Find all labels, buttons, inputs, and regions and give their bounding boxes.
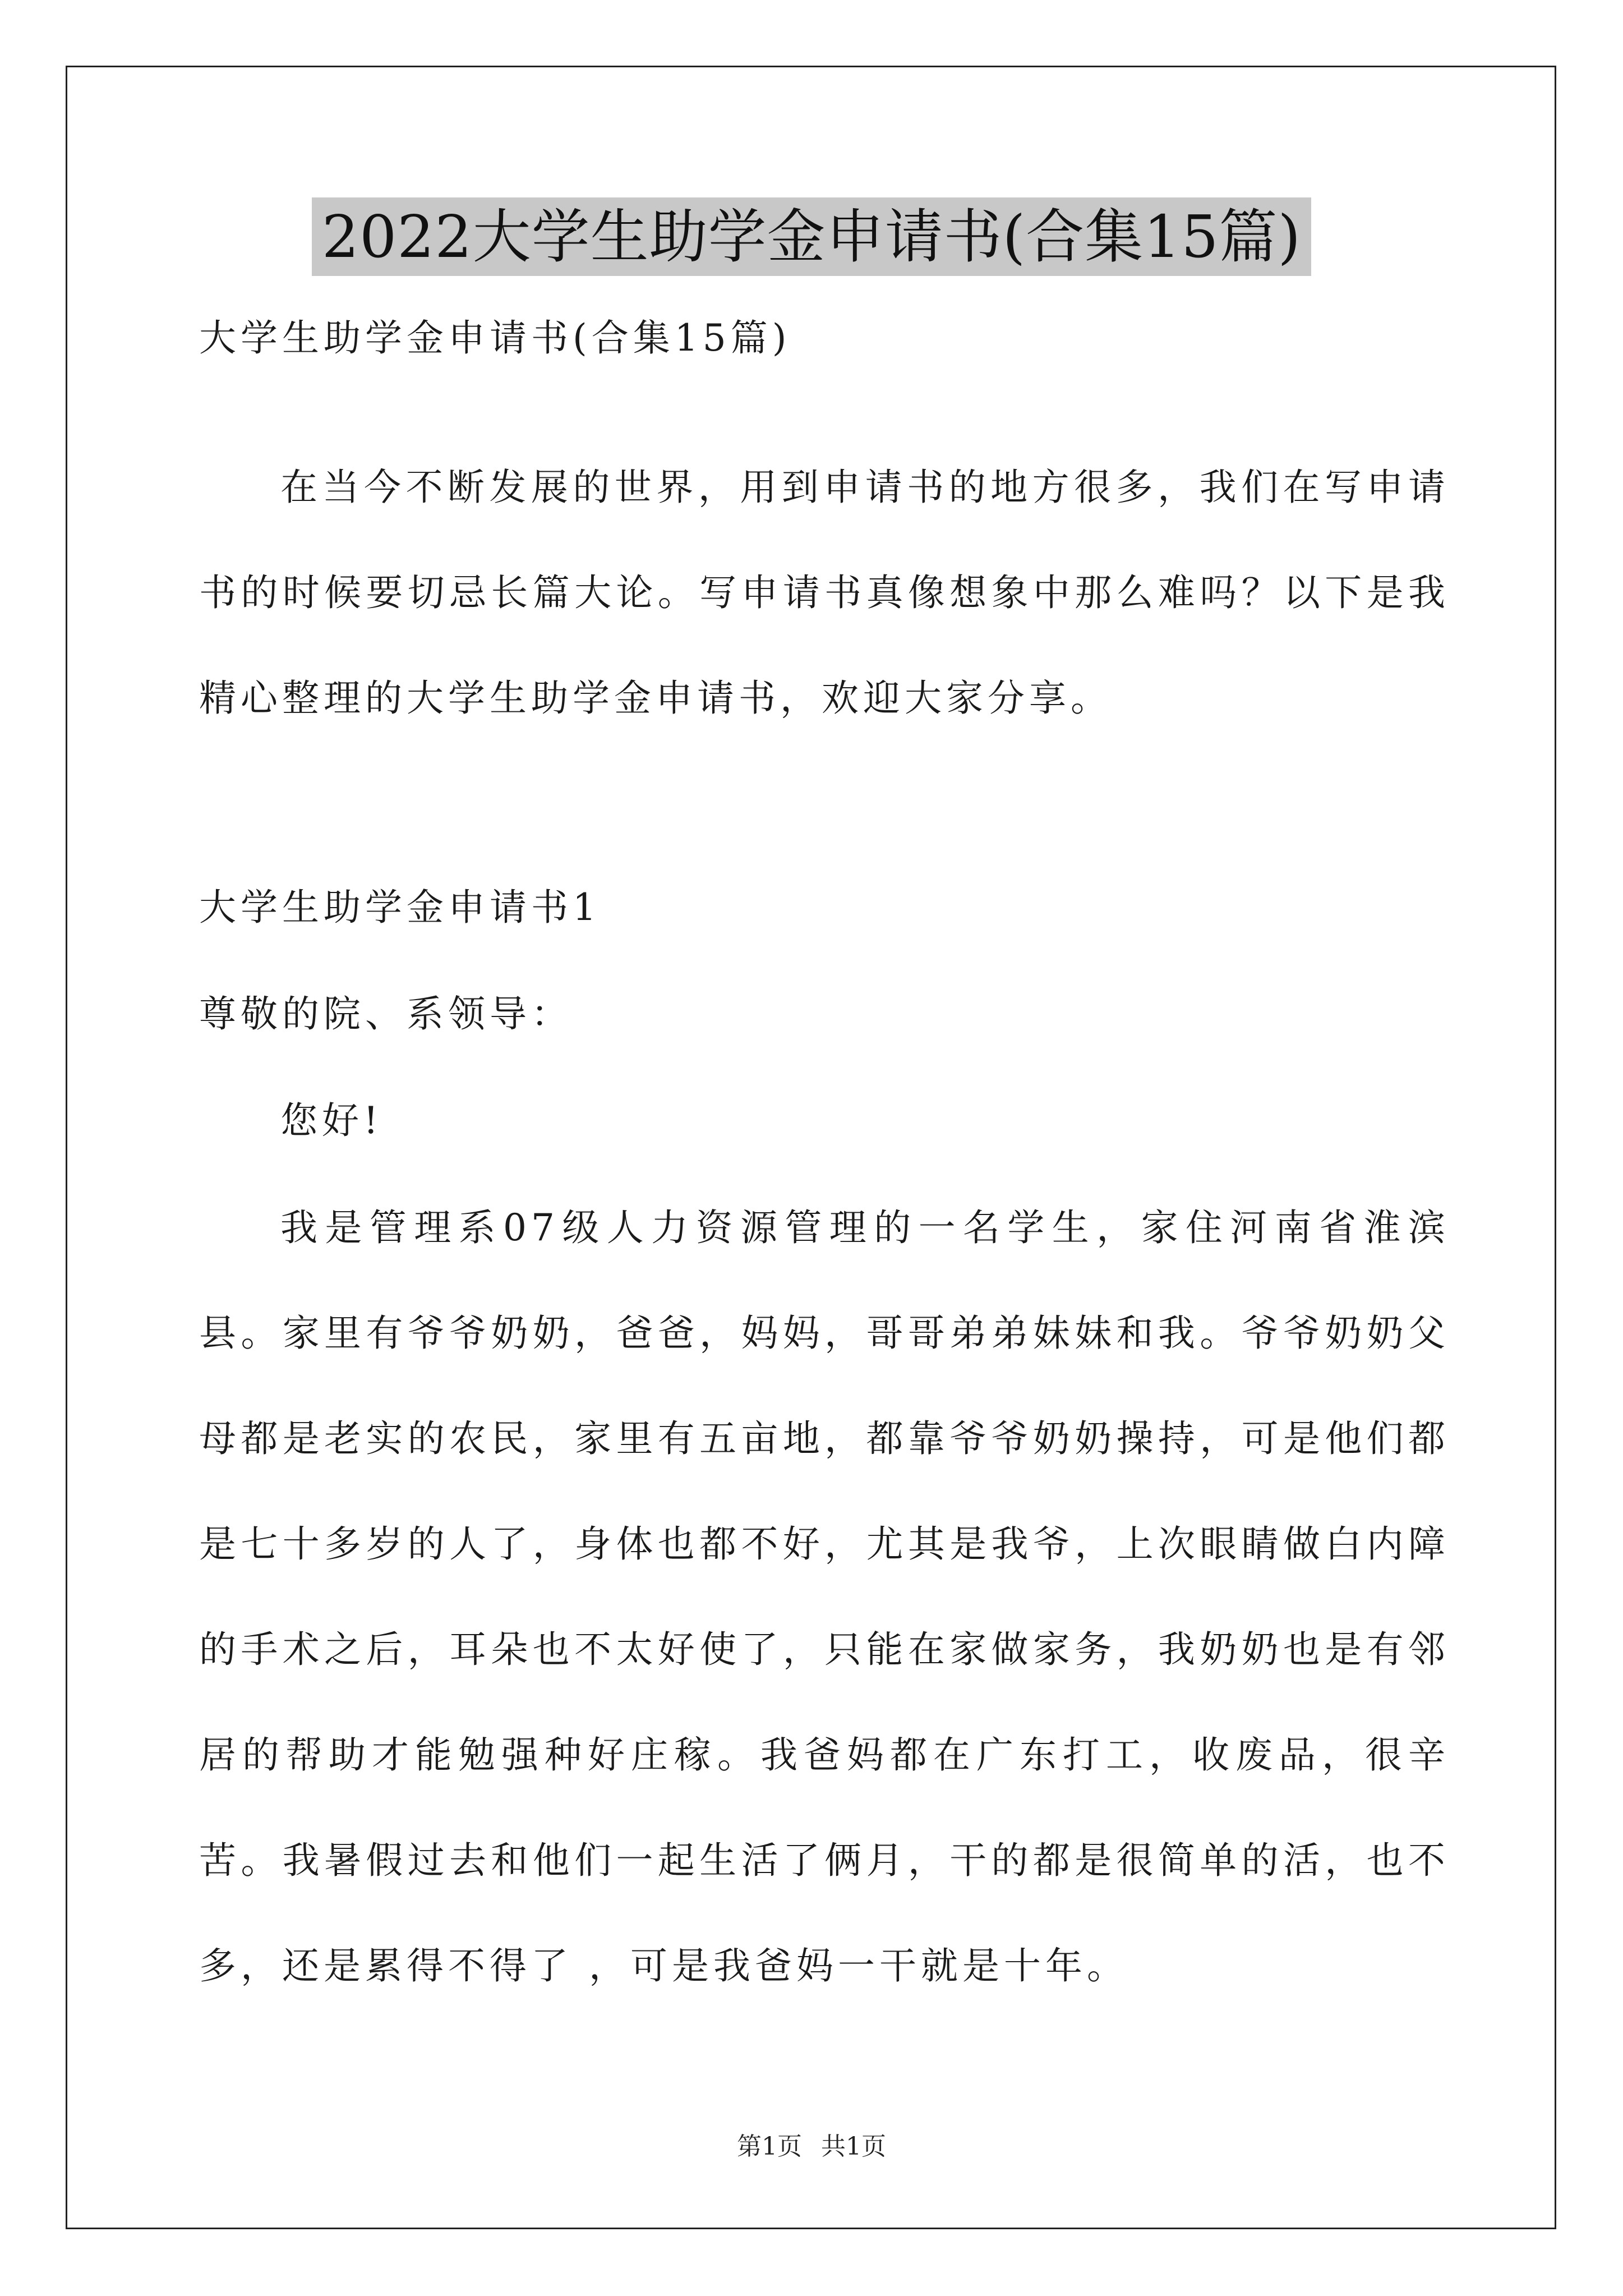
document-subtitle: 大学生助学金申请书(合集15篇) xyxy=(199,316,791,360)
intro-paragraph: 在当今不断发展的世界，用到申请书的地方很多，我们在写申请书的时候要切忌长篇大论。写申请书真像想象中那么难吗？以下是我精心整理的大学生助学金申请书，欢迎大家分享。 xyxy=(199,466,1450,720)
page-number-current: 第1页 xyxy=(737,2132,802,2161)
salutation: 尊敬的院、系领导： xyxy=(199,992,573,1036)
document-title: 2022大学生助学金申请书(合集15篇) xyxy=(312,197,1311,276)
title-container xyxy=(0,197,1623,276)
body-paragraph: 我是管理系07级人力资源管理的一名学生，家住河南省淮滨县。家里有爷爷奶奶，爸爸，妈妈，哥哥弟弟妹妹和我。爷爷奶奶父母都是老实的农民，家里有五亩地，都靠爷爷奶奶操持，可是他们都是七十多岁的人了，身体也都不好，尤其是我爷，上次眼睛做白内障的手术之后，耳朵也不太好使了，只能在家做家务，我奶奶也是有邻居的帮助才能勉强种好庄稼。我爸妈都在广东打工，收废品，很辛苦。我暑假过去和他们一起生活了俩月，干的都是很简单的活，也不多，还是累得不得了 ，可是我爸妈一干就是十年。 xyxy=(199,1206,1450,1987)
page-number-total: 共1页 xyxy=(821,2132,886,2161)
section-heading: 大学生助学金申请书1 xyxy=(199,886,601,929)
greeting: 您好! xyxy=(280,1099,383,1142)
page-footer xyxy=(0,2126,1623,2162)
